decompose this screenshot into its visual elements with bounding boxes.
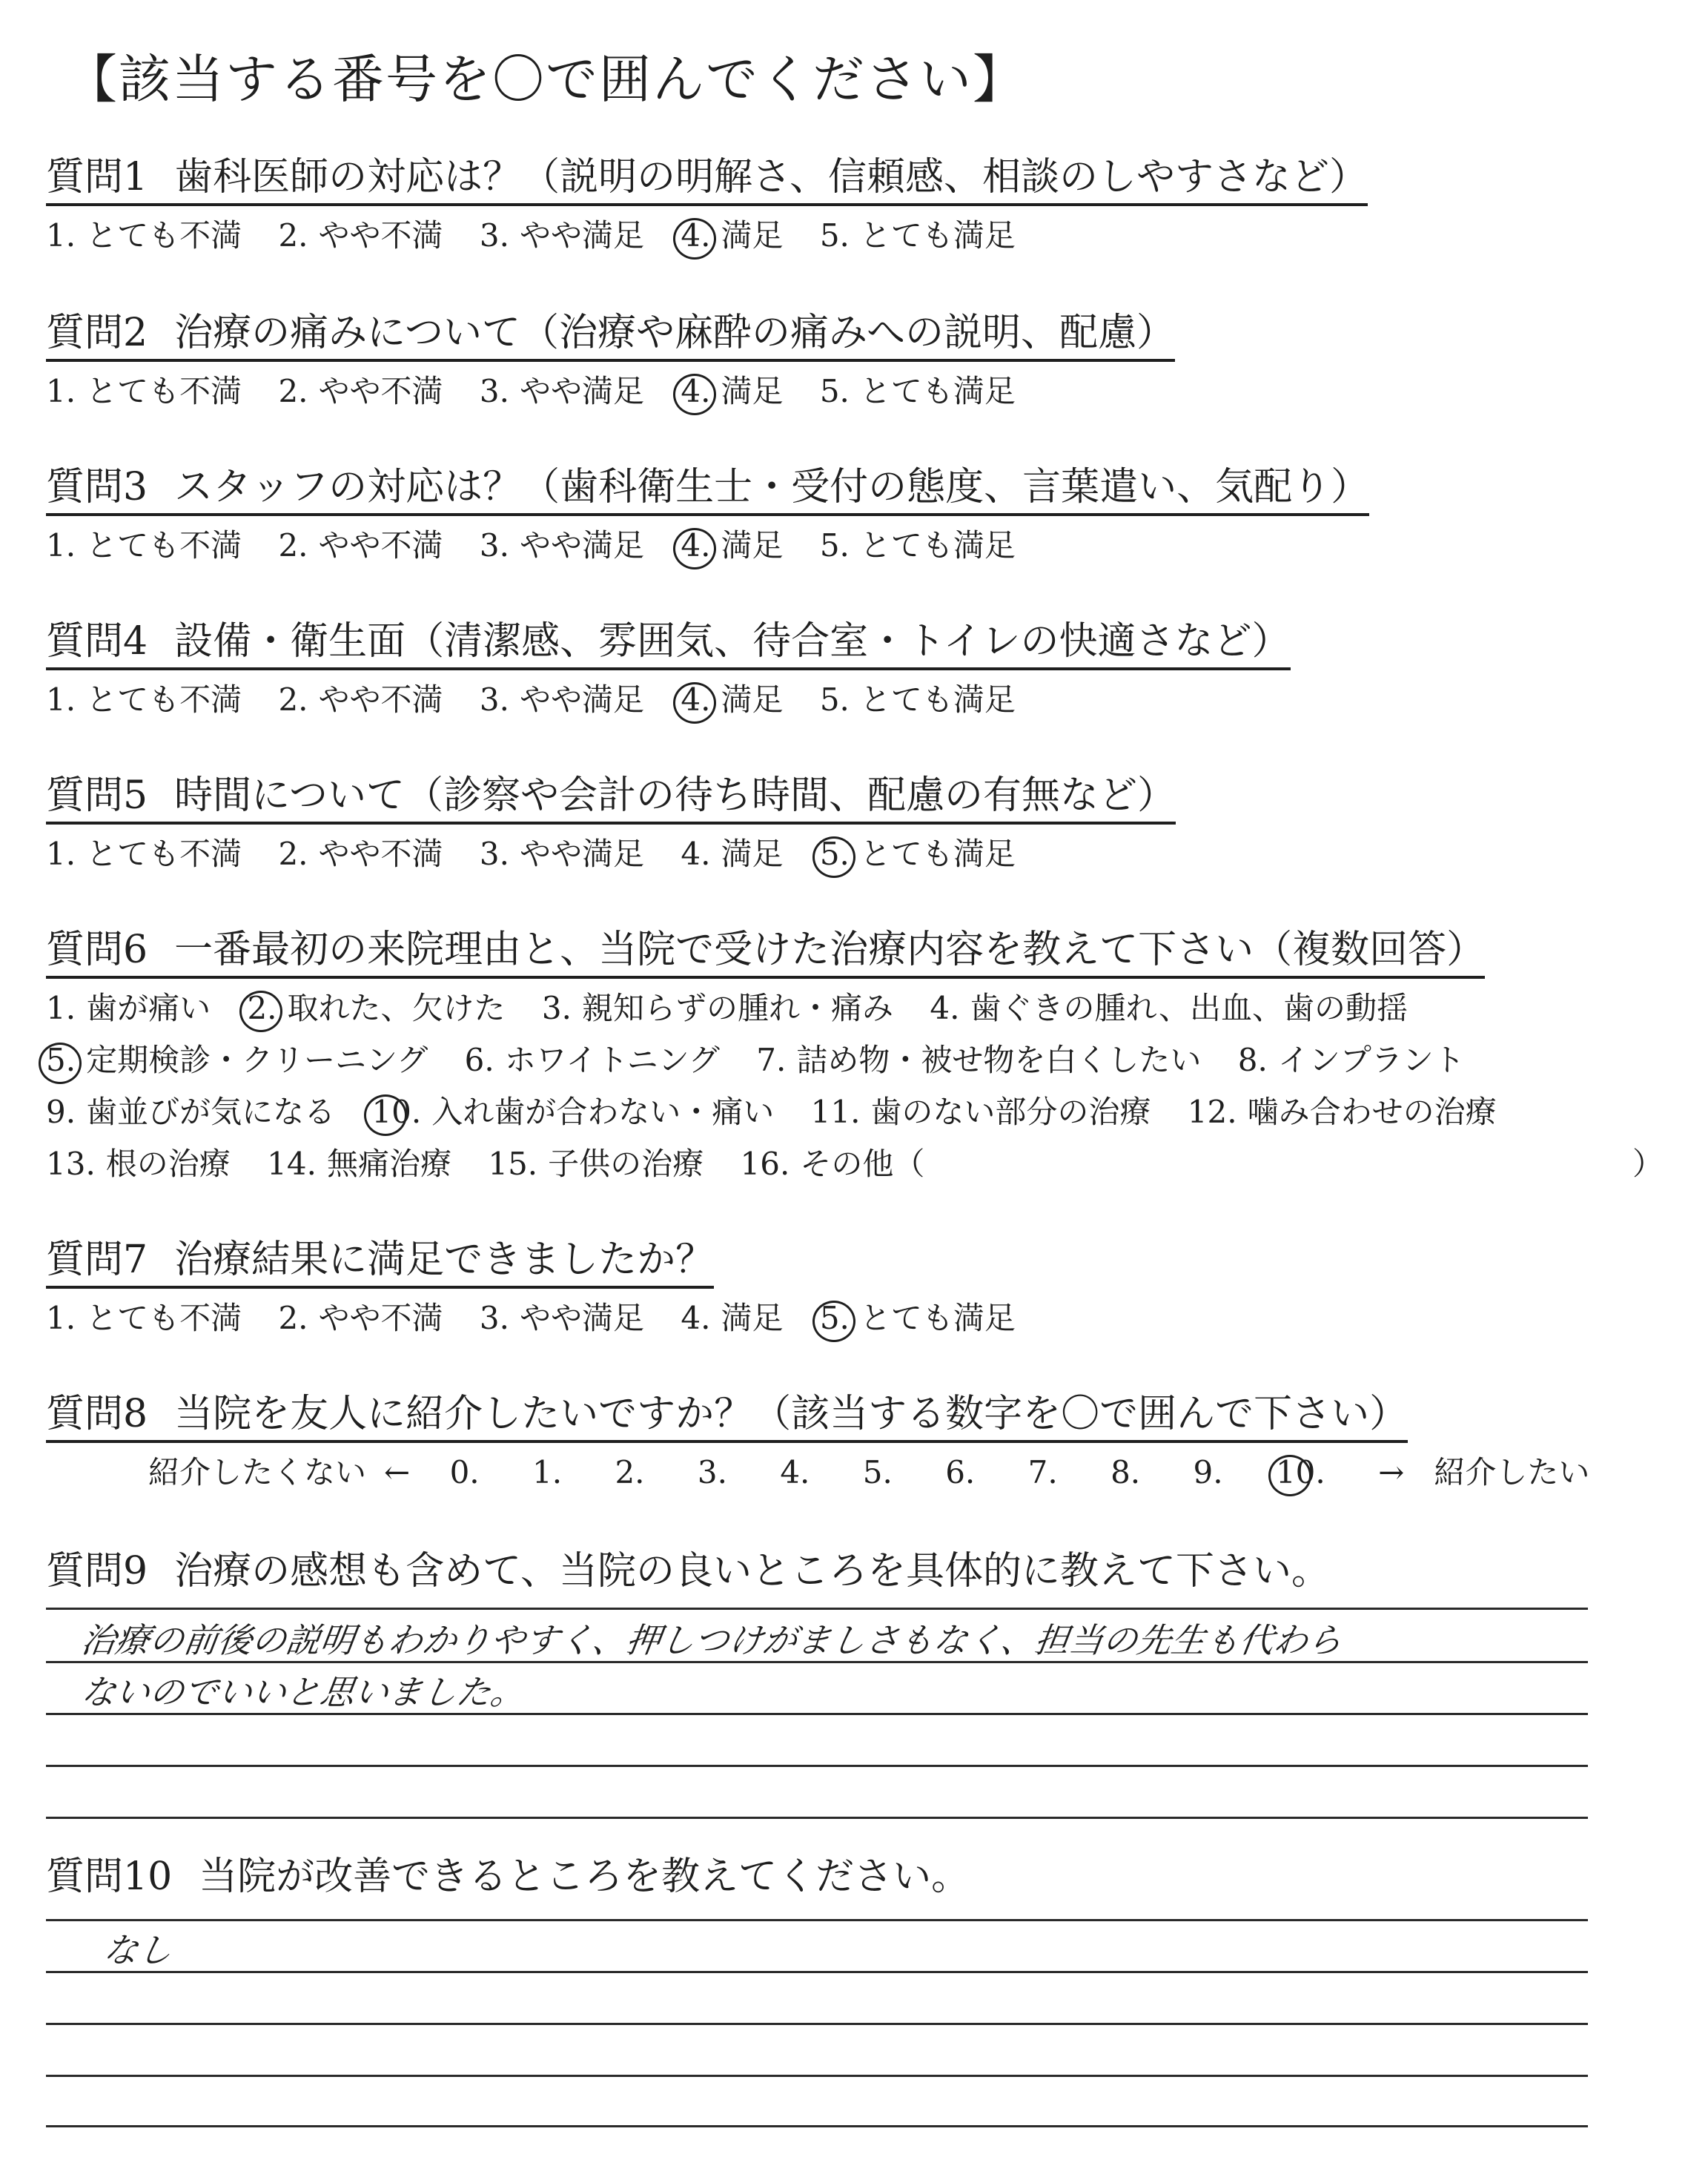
q8-option-3[interactable]: 3. (697, 1454, 727, 1490)
q6-option-10[interactable]: 10. 入れ歯が合わない・痛い (371, 1091, 774, 1133)
q4-option-2[interactable]: 2. やや不満 (278, 681, 443, 718)
question-8-text: 当院を友人に紹介したいですか？（該当する数字を〇で囲んで下さい） (174, 1392, 1409, 1436)
answer-line (46, 1817, 1588, 1819)
question-6-options-row-2 (46, 1040, 1492, 1081)
q6-option-1[interactable]: 1. 歯が痛い (46, 990, 211, 1026)
q5-option-1[interactable]: 1. とても不満 (46, 836, 242, 872)
page-title: 【該当する番号を〇で囲んでください】 (65, 49, 1026, 110)
question-10-text: 当院が改善できるところを教えてください。 (199, 1855, 970, 1899)
question-6-heading (46, 927, 1485, 979)
q6-option-9[interactable]: 9. 歯並びが気になる (46, 1094, 336, 1130)
q6-option-2[interactable]: 2. 取れた、欠けた (247, 988, 505, 1029)
q3-option-1[interactable]: 1. とても不満 (46, 527, 242, 564)
q2-option-5[interactable]: 5. とても満足 (819, 373, 1016, 409)
q6-option-11[interactable]: 11. 歯のない部分の治療 (810, 1094, 1151, 1130)
answer-line (46, 2075, 1588, 2077)
q8-left-label: 紹介したくない (148, 1454, 367, 1490)
q6-option-14[interactable]: 14. 無痛治療 (267, 1146, 451, 1182)
question-8-heading (46, 1391, 1408, 1443)
q1-option-1[interactable]: 1. とても不満 (46, 217, 242, 254)
q5-option-4[interactable]: 4. 満足 (681, 836, 784, 872)
q6-option-15[interactable]: 15. 子供の治療 (488, 1146, 704, 1182)
q7-option-2[interactable]: 2. やや不満 (278, 1300, 443, 1336)
q8-option-1[interactable]: 1. (532, 1454, 563, 1490)
question-7-number: 質問7 (46, 1238, 148, 1282)
answer-line (46, 1765, 1588, 1767)
q8-option-6[interactable]: 6. (945, 1454, 976, 1490)
question-4-options (46, 679, 1042, 721)
q9-handwritten-answer-line-1[interactable]: 治療の前後の説明もわかりやすく、押しつけがましさもなく、担当の先生も代わら (79, 1620, 1345, 1660)
q4-option-1[interactable]: 1. とても不満 (46, 681, 242, 718)
question-2-text: 治療の痛みについて（治療や麻酔の痛みへの説明、配慮） (174, 311, 1176, 355)
q8-option-7[interactable]: 7. (1027, 1454, 1058, 1490)
q4-option-3[interactable]: 3. やや満足 (479, 681, 644, 718)
q1-option-3[interactable]: 3. やや満足 (479, 217, 644, 254)
q2-option-4[interactable]: 4. 満足 (681, 371, 783, 412)
question-10-number: 質問10 (46, 1855, 173, 1899)
q8-option-2[interactable]: 2. (615, 1454, 645, 1490)
question-1-text: 歯科医師の対応は？（説明の明解さ、信頼感、相談のしやすさなど） (174, 155, 1368, 199)
question-2-heading (46, 310, 1175, 362)
q3-option-4[interactable]: 4. 満足 (681, 525, 783, 567)
question-6-text: 一番最初の来院理由と、当院で受けた治療内容を教えて下さい（複数回答） (174, 928, 1486, 972)
question-3-text: スタッフの対応は？（歯科衛生士・受付の態度、言葉遣い、気配り） (174, 465, 1370, 509)
question-7-text: 治療結果に満足できましたか？ (174, 1238, 715, 1282)
question-5-options (46, 833, 1042, 875)
q7-option-4[interactable]: 4. 満足 (681, 1300, 784, 1336)
q3-option-3[interactable]: 3. やや満足 (479, 527, 644, 564)
q6-other-close-paren: ） (1632, 1146, 1664, 1182)
answer-line (46, 1971, 1588, 1973)
q8-option-9[interactable]: 9. (1193, 1454, 1223, 1490)
answer-line (46, 1713, 1588, 1715)
question-5-number: 質問5 (46, 773, 148, 818)
q1-option-4[interactable]: 4. 満足 (681, 215, 783, 257)
q6-option-5[interactable]: 5. 定期検診・クリーニング (46, 1040, 428, 1081)
q8-option-10[interactable]: 10. (1276, 1452, 1336, 1493)
q7-option-1[interactable]: 1. とても不満 (46, 1300, 242, 1336)
q7-option-5[interactable]: 5. とても満足 (820, 1298, 1016, 1339)
q5-option-2[interactable]: 2. やや不満 (278, 836, 443, 872)
q10-handwritten-answer[interactable]: なし (101, 1930, 175, 1970)
question-9-heading (46, 1548, 1330, 1597)
q7-option-3[interactable]: 3. やや満足 (479, 1300, 644, 1336)
question-6-options-row-1 (46, 988, 1434, 1029)
question-7-options (46, 1298, 1042, 1339)
question-7-heading (46, 1237, 714, 1289)
q6-option-4[interactable]: 4. 歯ぐきの腫れ、出血、歯の動揺 (930, 990, 1408, 1026)
q1-option-2[interactable]: 2. やや不満 (278, 217, 443, 254)
q8-option-4[interactable]: 4. (780, 1454, 810, 1490)
q1-option-5[interactable]: 5. とても満足 (819, 217, 1016, 254)
q2-option-3[interactable]: 3. やや満足 (479, 373, 644, 409)
question-4-number: 質問4 (46, 619, 148, 664)
question-8-scale (148, 1452, 1607, 1493)
answer-line (46, 2125, 1588, 2127)
q4-option-4[interactable]: 4. 満足 (681, 679, 783, 721)
q8-option-0[interactable]: 0. (449, 1454, 480, 1490)
question-9-text: 治療の感想も含めて、当院の良いところを具体的に教えて下さい。 (174, 1549, 1331, 1593)
q6-option-12[interactable]: 12. 噛み合わせの治療 (1187, 1094, 1497, 1130)
question-1-number: 質問1 (46, 155, 148, 199)
question-3-heading (46, 464, 1369, 516)
q6-option-16[interactable]: 16. その他（ (740, 1146, 925, 1182)
question-4-heading (46, 618, 1291, 670)
q8-right-label: 紹介したい (1434, 1454, 1590, 1490)
q8-option-5[interactable]: 5. (862, 1454, 893, 1490)
left-arrow-icon: ← (384, 1454, 411, 1490)
q6-option-7[interactable]: 7. 詰め物・被せ物を白くしたい (756, 1042, 1202, 1078)
q5-option-3[interactable]: 3. やや満足 (479, 836, 644, 872)
question-1-heading (46, 154, 1368, 206)
question-5-text: 時間について（診察や会計の待ち時間、配慮の有無など） (174, 773, 1176, 818)
q4-option-5[interactable]: 5. とても満足 (819, 681, 1016, 718)
question-9-number: 質問9 (46, 1549, 148, 1593)
q6-option-6[interactable]: 6. ホワイトニング (464, 1042, 720, 1078)
q3-option-2[interactable]: 2. やや不満 (278, 527, 443, 564)
question-4-text: 設備・衛生面（清潔感、雰囲気、待合室・トイレの快適さなど） (174, 619, 1291, 664)
question-10-heading (46, 1854, 970, 1903)
q6-option-13[interactable]: 13. 根の治療 (46, 1146, 231, 1182)
question-6-number: 質問6 (46, 928, 148, 972)
q8-option-8[interactable]: 8. (1110, 1454, 1141, 1490)
q2-option-2[interactable]: 2. やや不満 (278, 373, 443, 409)
q6-option-3[interactable]: 3. 親知らずの腫れ・痛み (541, 990, 893, 1026)
answer-line (46, 1919, 1588, 1921)
answer-line (46, 2023, 1588, 2025)
answer-line (46, 1661, 1588, 1663)
q2-option-1[interactable]: 1. とても不満 (46, 373, 242, 409)
question-3-number: 質問3 (46, 465, 148, 509)
question-6-options-row-4 (46, 1143, 1662, 1185)
question-1-options (46, 215, 1042, 257)
q3-option-5[interactable]: 5. とても満足 (819, 527, 1016, 564)
question-6-options-row-3 (46, 1091, 1523, 1133)
question-3-options (46, 525, 1042, 567)
question-2-options (46, 371, 1042, 412)
q9-handwritten-answer-line-2[interactable]: ないのでいいと思いました。 (79, 1672, 528, 1712)
question-8-number: 質問8 (46, 1392, 148, 1436)
question-5-heading (46, 773, 1176, 825)
right-arrow-icon: → (1378, 1454, 1405, 1490)
question-2-number: 質問2 (46, 311, 148, 355)
q5-option-5[interactable]: 5. とても満足 (820, 833, 1016, 875)
q6-option-8[interactable]: 8. インプラント (1237, 1042, 1465, 1078)
answer-line (46, 1608, 1588, 1610)
